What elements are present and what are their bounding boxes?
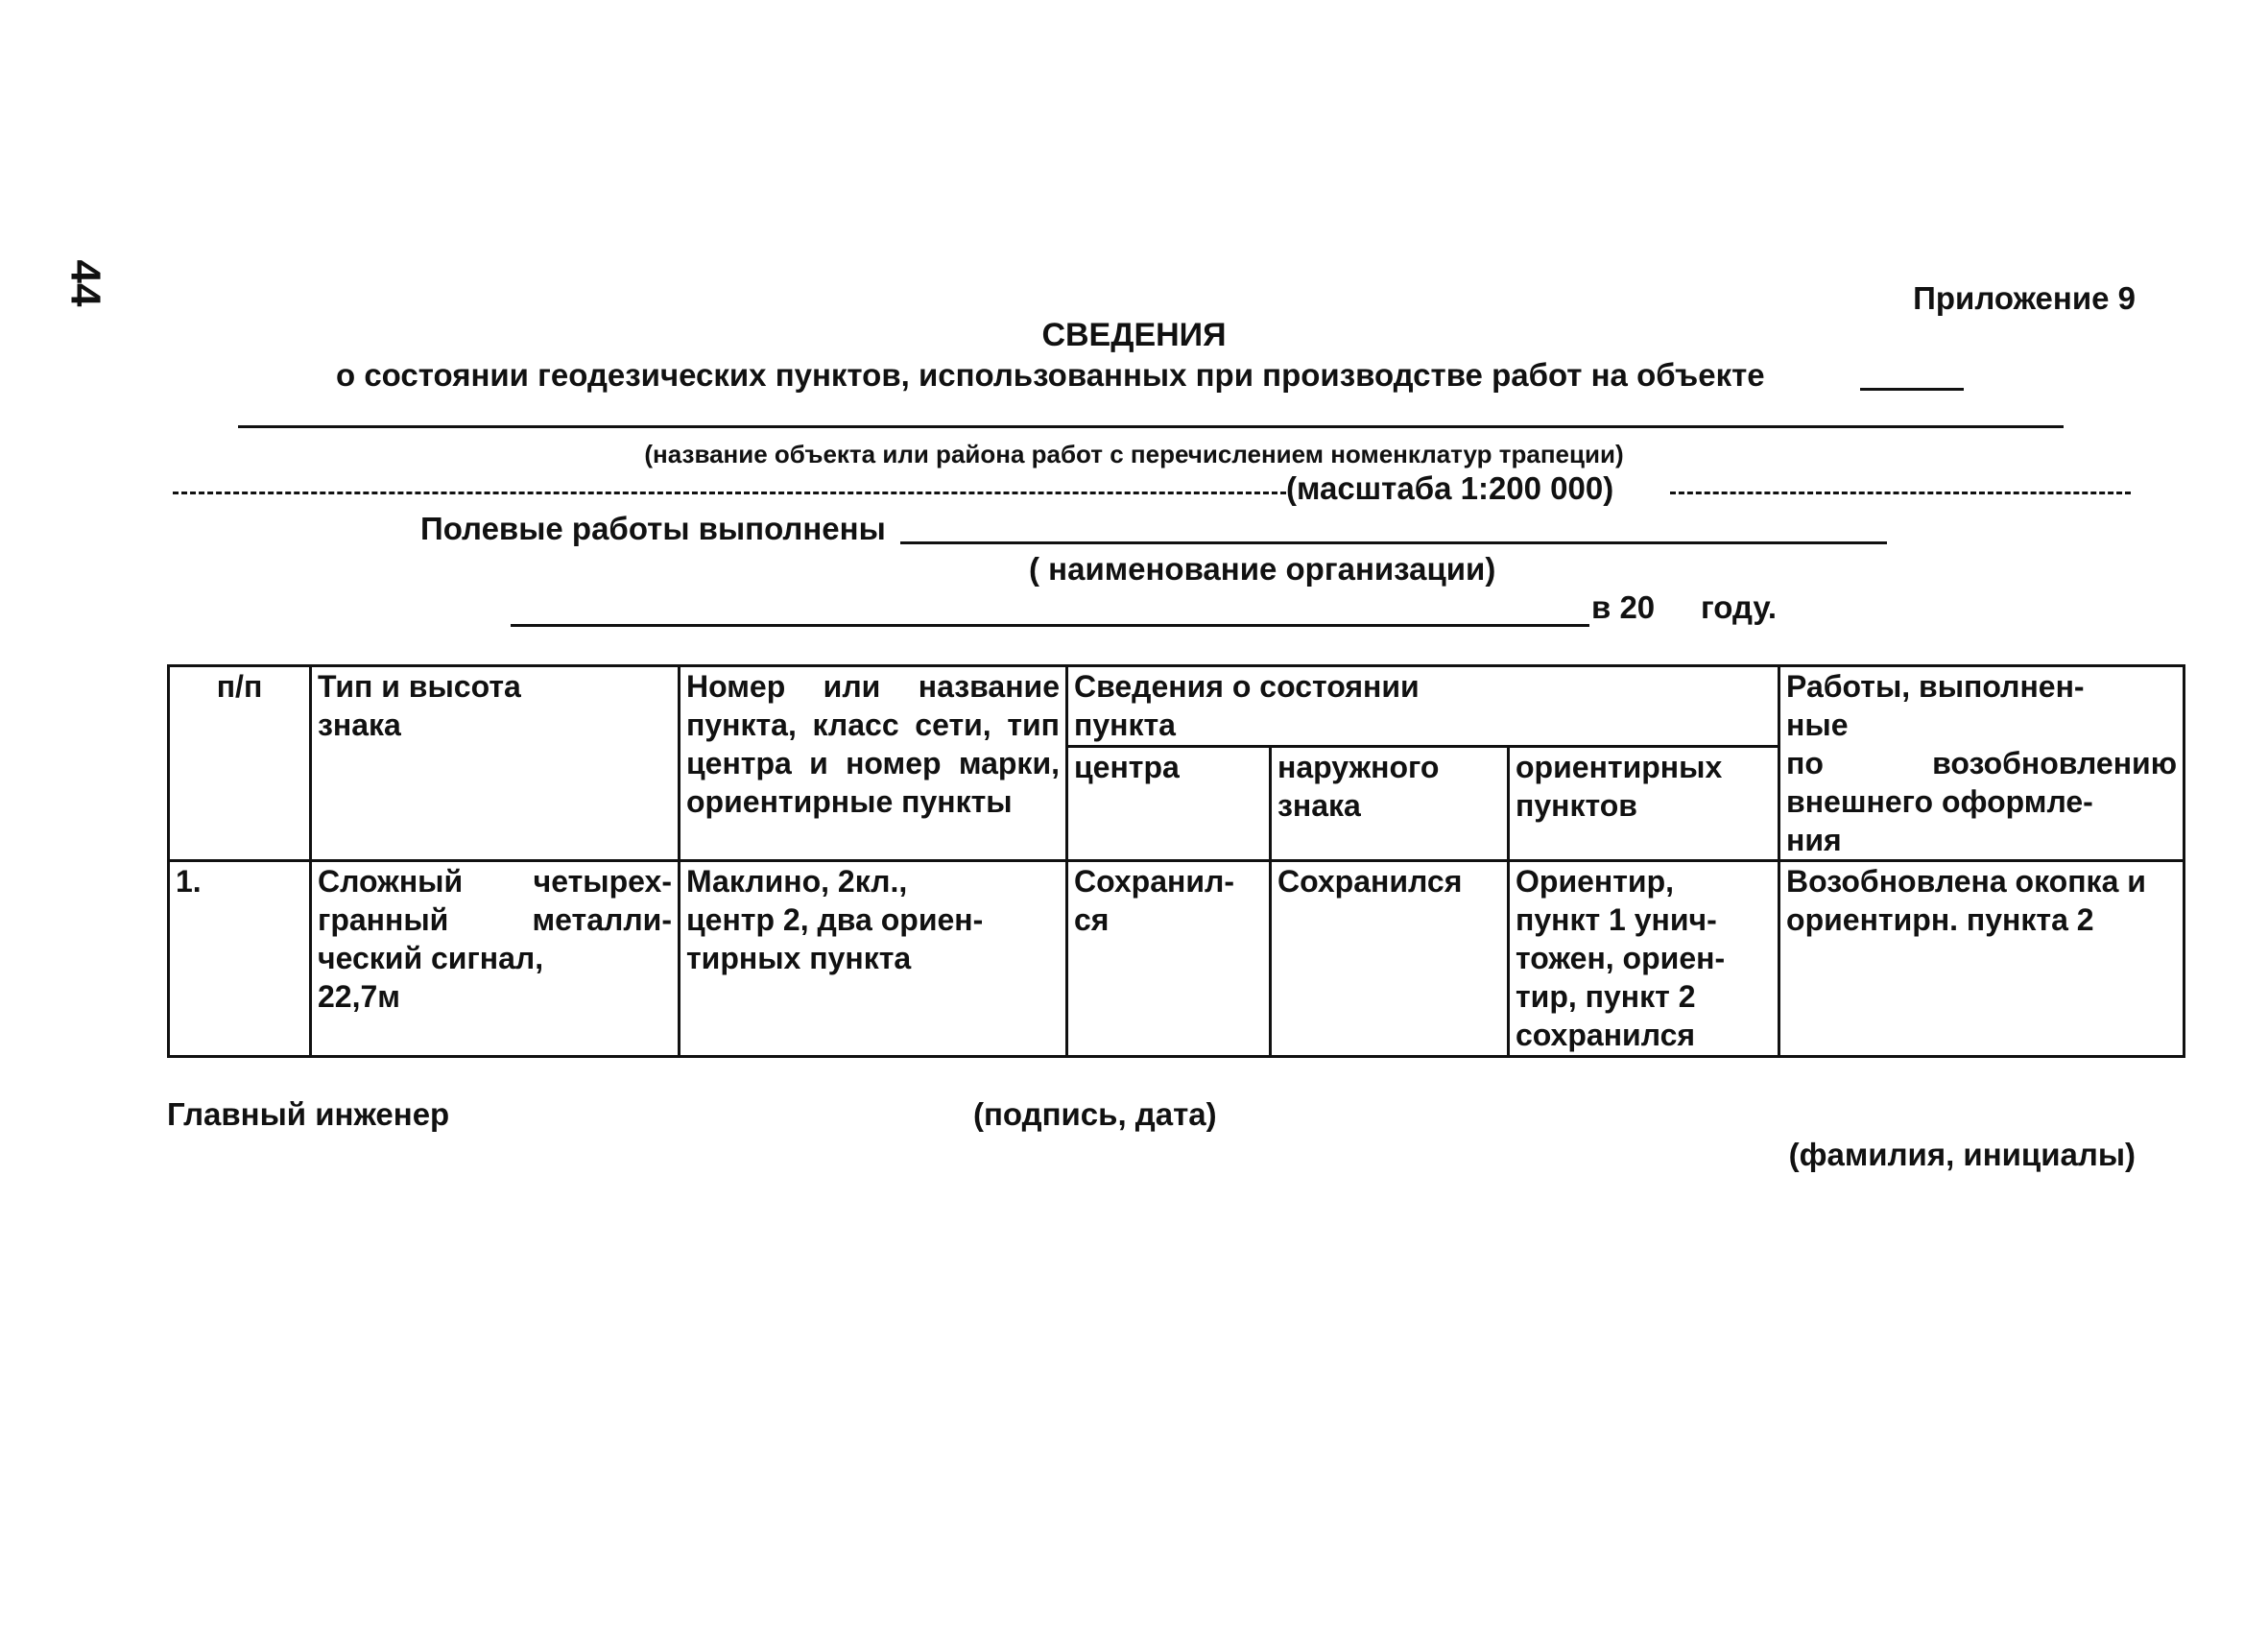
field-works-label: Полевые работы выполнены xyxy=(420,511,886,546)
row-type: Сложный четырех-гранный металли-ческий сигнал, 22,7м xyxy=(311,861,680,1057)
page-number: 44 xyxy=(61,259,109,307)
header-state-center: центра xyxy=(1067,746,1271,860)
dashed-line-left xyxy=(173,492,1286,494)
header-type: Тип и высота знака xyxy=(311,666,680,861)
appendix-label: Приложение 9 xyxy=(1913,280,2136,316)
header-state: Сведения о состоянии пункта xyxy=(1067,666,1779,747)
row-point: Маклино, 2кл., центр 2, два ориен- тирных пункта xyxy=(680,861,1067,1057)
header-point: Номер или название пункта, класс сети, тип центра и номер марки, ориентирные пункты xyxy=(680,666,1067,861)
document-subtitle: о состоянии геодезических пунктов, использованных при производстве работ на объекте xyxy=(336,357,1765,393)
row-orient: Ориентир, пункт 1 унич- тожен, ориен- тир, пункт 2 сохранился xyxy=(1509,861,1779,1057)
organization-caption: ( наименование организации) xyxy=(1029,551,1496,587)
document-title: СВЕДЕНИЯ xyxy=(1041,317,1227,353)
row-num: 1. xyxy=(169,861,311,1057)
object-blank-line xyxy=(1860,388,1964,391)
header-state-outer: наружного знака xyxy=(1271,746,1509,860)
dashed-line-right xyxy=(1670,492,2131,494)
object-caption: (название объекта или района работ с перечислением номенклатур трапеции) xyxy=(644,440,1624,468)
points-table xyxy=(167,664,2185,1058)
header-state-orient: ориентирных пунктов xyxy=(1509,746,1779,860)
table-row xyxy=(169,861,2184,1057)
object-name-line xyxy=(238,425,2064,428)
year-line xyxy=(511,624,1589,627)
header-num: п/п xyxy=(169,666,311,861)
header-works: Работы, выполнен- ные по возобновлению внешнего оформле- ния xyxy=(1779,666,2184,861)
signature-role: Главный инженер xyxy=(167,1096,450,1132)
year-suffix: году. xyxy=(1701,589,1778,625)
year-prefix: в 20 xyxy=(1591,589,1656,625)
signature-name: (фамилия, инициалы) xyxy=(1788,1137,2136,1172)
row-center: Сохранил- ся xyxy=(1067,861,1271,1057)
organization-line xyxy=(900,541,1887,544)
row-works: Возобновлена окопка и ориентирн. пункта 2 xyxy=(1779,861,2184,1057)
row-outer: Сохранился xyxy=(1271,861,1509,1057)
signature-sign-date: (подпись, дата) xyxy=(973,1096,1217,1132)
scale-label: (масштаба 1:200 000) xyxy=(1286,470,1614,506)
